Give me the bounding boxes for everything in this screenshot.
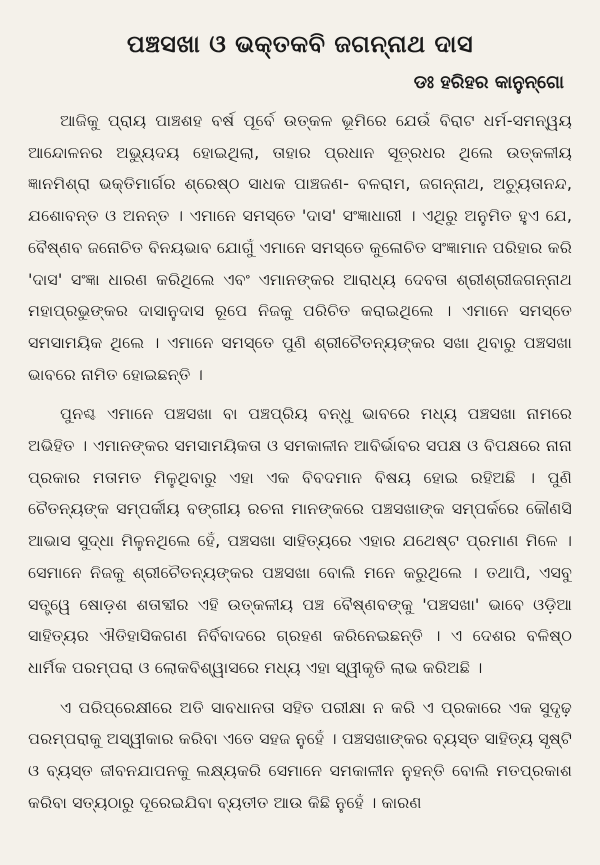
paragraph-2 (28, 398, 572, 683)
article-author: ଡଃ ହରିହର କାନୁନ୍‌ଗୋ (413, 72, 564, 93)
paragraph-3 (28, 692, 572, 819)
paragraph-text: ପୁନଶ୍ଚ ଏମାନେ ପଞ୍ଚସଖା ବା ପଞ୍ଚପ୍ରିୟ ବନ୍ଧୁ ଭାବରେ ମଧ୍ୟ ପଞ୍ଚସଖା ନାମରେ ଅଭିହିତ । ଏମାନଙ୍କର ସମସାମୟିକତା ଓ ସମକାଳୀନ ଆବିର୍ଭାବର ସପକ୍ଷ ଓ ବିପକ୍ଷରେ ନାନା ପ୍ରକାର ମତାମତ ମିଳୁଥିବାରୁ ଏହା ଏକ ବିବଦମାନ ବିଷୟ ହୋଇ ରହିଅଛି । ପୁଣି ଚୈତନ୍ୟଙ୍କ ସମ୍ପର୍କୀୟ ବଙ୍ଗୀୟ ରଚନା ମାନଙ୍କରେ ପଞ୍ଚସଖାଙ୍କ ସମ୍ପର୍କରେ କୌଣସି ଆଭାସ ସୁଦ୍ଧା ମିଳୁନଥିଲେ ହେଁ, ପଞ୍ଚସଖା ସାହିତ୍ୟରେ ଏହାର ଯଥେଷ୍ଟ ପ୍ରମାଣ ମିଳେ । ସେମାନେ ନିଜକୁ ଶ୍ରୀଚୈତନ୍ୟଙ୍କର ପଞ୍ଚସଖା ବୋଲି ମନେ କରୁଥିଲେ । ତଥାପି, ଏସବୁ ସତ୍ତ୍ୱେ ଷୋଡ଼ଶ ଶତାବ୍ଦୀର ଏହି ଉତ୍କଳୀୟ ପଞ୍ଚ ବୈଷ୍ଣବଙ୍କୁ 'ପଞ୍ଚସଖା' ଭାବେ ଓଡ଼ିଆ ସାହିତ୍ୟର ଐତିହାସିକଗଣ ନିର୍ବିବାଦରେ ଗ୍ରହଣ କରିନେଇଛନ୍ତି । ଏ ଦେଶର ବଳିଷ୍ଠ ଧାର୍ମିକ ପରମ୍ପରା ଓ ଲୋକବିଶ୍ୱାସରେ ମଧ୍ୟ ଏହା ସ୍ୱୀକୃତି ଲାଭ କରିଅଛି । (28, 404, 572, 677)
article-title: ପଞ୍ଚସଖା ଓ ଭକ୍ତକବି ଜଗନ୍ନାଥ ଦାସ (126, 30, 474, 58)
paragraph-1 (28, 105, 572, 390)
paragraph-text: ଆଜିକୁ ପ୍ରାୟ ପାଞ୍ଚଶହ ବର୍ଷ ପୂର୍ବେ ଉତ୍କଳ ଭୂମିରେ ଯେଉଁ ବିରାଟ ଧର୍ମ-ସମନ୍ୱୟ ଆନ୍ଦୋଳନର ଅଭ୍ୟୁଦୟ ହୋଇଥିଲା, ତାହାର ପ୍ରଧାନ ସୂତ୍ରଧର ଥିଲେ ଉତ୍କଳୀୟ ଜ୍ଞାନମିଶ୍ରା ଭକ୍ତିମାର୍ଗର ଶ୍ରେଷ୍ଠ ସାଧକ ପାଞ୍ଚଜଣ- ବଳରାମ, ଜଗନ୍ନାଥ, ଅଚ୍ୟୁତାନନ୍ଦ, ଯଶୋବନ୍ତ ଓ ଅନନ୍ତ । ଏମାନେ ସମସ୍ତେ 'ଦାସ' ସଂଜ୍ଞାଧାରୀ । ଏଥିରୁ ଅନୁମିତ ହୁଏ ଯେ, ବୈଷ୍ଣବ ଜନୋଚିତ ବିନୟଭାବ ଯୋଗୁଁ ଏମାନେ ସମସ୍ତେ କୁଳୋଚିତ ସଂଜ୍ଞାମାନ ପରିହାର କରି 'ଦାସ' ସଂଜ୍ଞା ଧାରଣ କରିଥିଲେ ଏବଂ ଏମାନଙ୍କର ଆରାଧ୍ୟ ଦେବତା ଶ୍ରୀଶ୍ରୀଜଗନ୍ନାଥ ମହାପ୍ରଭୁଙ୍କର ଦାସାନୁଦାସ ରୂପେ ନିଜକୁ ପରିଚିତ କରାଇଥିଲେ । ଏମାନେ ସମସ୍ତେ ସମସାମୟିକ ଥିଲେ । ଏମାନେ ସମସ୍ତେ ପୁଣି ଶ୍ରୀଚୈତନ୍ୟଙ୍କର ସଖା ଥିବାରୁ ପଞ୍ଚସଖା ଭାବରେ ନାମିତ ହୋଇଛନ୍ତି । (28, 111, 572, 384)
paragraph-text: ଏ ପରିପ୍ରେକ୍ଷୀରେ ଅତି ସାବଧାନତା ସହିତ ପରୀକ୍ଷା ନ କରି ଏ ପ୍ରକାରେ ଏକ ସୁଦୃଢ଼ ପରମ୍ପରାକୁ ଅସ୍ୱୀକାର କରିବା ଏତେ ସହଜ ନୁହେଁ । ପଞ୍ଚସଖାଙ୍କର ବ୍ୟସ୍ତ ସାହିତ୍ୟ ସୃଷ୍ଟି ଓ ବ୍ୟସ୍ତ ଜୀବନଯାପନକୁ ଲକ୍ଷ୍ୟକରି ସେମାନେ ସମକାଳୀନ ନୁହନ୍ତି ବୋଲି ମତପ୍ରକାଶ କରିବା ସତ୍ୟଠାରୁ ଦୂରେଇଯିବା ବ୍ୟତୀତ ଆଉ କିଛି ନୁହେଁ । କାରଣ (28, 697, 572, 812)
